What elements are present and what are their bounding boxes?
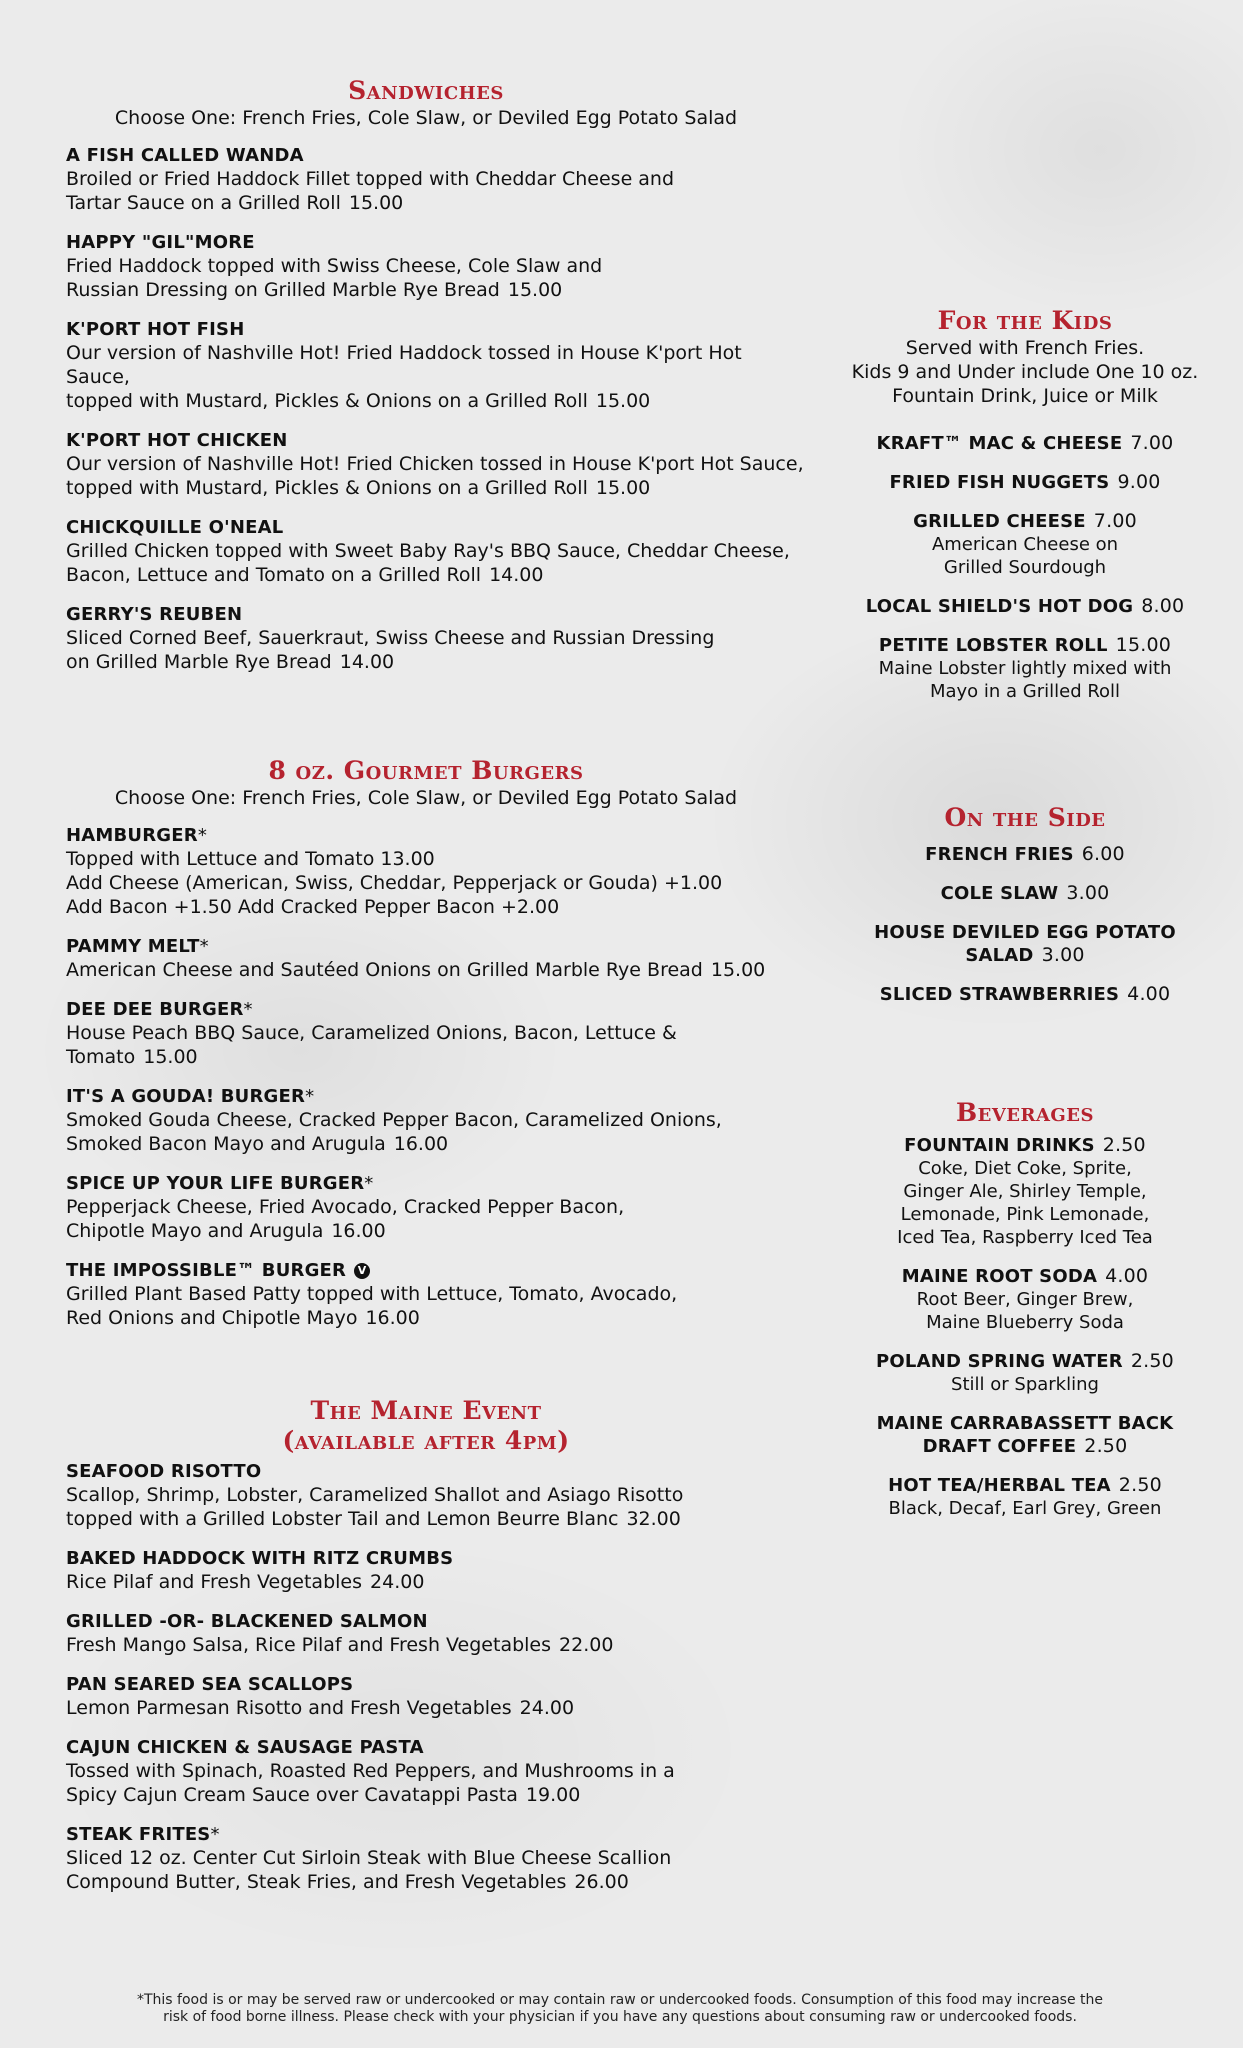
item-price: 3.00: [1041, 944, 1085, 966]
raw-warning-star: *: [210, 1824, 220, 1845]
menu-item: [840, 595, 1210, 618]
item-price: 2.50: [1102, 1134, 1146, 1156]
raw-warning-star: *: [364, 1173, 374, 1194]
menu-item: [840, 1412, 1210, 1458]
item-desc: Tossed with Spinach, Roasted Red Peppers, and Mushrooms in a: [66, 1760, 675, 1782]
item-desc: Spicy Cajun Cream Sauce over Cavatappi Pasta: [66, 1784, 518, 1806]
menu-item: [840, 983, 1210, 1006]
item-name: SPICE UP YOUR LIFE BURGER: [66, 1173, 365, 1194]
item-desc: Fried Haddock topped with Swiss Cheese, Cole Slaw and: [66, 255, 603, 277]
item-name: GERRY'S REUBEN: [66, 604, 243, 625]
item-name: DEE DEE BURGER: [66, 999, 244, 1020]
item-desc: topped with a Grilled Lobster Tail and Lemon Beurre Blanc: [66, 1508, 619, 1530]
item-name: FRIED FISH NUGGETS: [889, 472, 1110, 493]
item-desc: Red Onions and Chipotle Mayo: [66, 1307, 358, 1329]
menu-item: [66, 231, 806, 302]
item-desc: Topped with Lettuce and Tomato 13.00: [66, 848, 435, 870]
menu-item: [66, 1736, 806, 1807]
item-price: 16.00: [365, 1307, 420, 1329]
item-price: 2.50: [1084, 1435, 1128, 1457]
item-desc: Grilled Sourdough: [943, 557, 1107, 578]
vegan-icon: V: [354, 1263, 370, 1279]
menu-item: [66, 1547, 806, 1594]
item-desc: Ginger Ale, Shirley Temple,: [903, 1181, 1147, 1202]
item-name: MAINE CARRABASSETT BACK: [876, 1413, 1174, 1434]
item-name: PAMMY MELT: [66, 936, 200, 957]
item-name: SEAFOOD RISOTTO: [66, 1461, 262, 1482]
item-name: THE IMPOSSIBLE™ BURGER: [66, 1260, 347, 1281]
item-desc: Our version of Nashville Hot! Fried Chicken tossed in House K'port Hot Sauce,: [66, 453, 804, 475]
item-price: 24.00: [519, 1697, 575, 1719]
item-price: 15.00: [348, 192, 404, 214]
menu-item: [840, 921, 1210, 967]
item-desc: Bacon, Lettuce and Tomato on a Grilled Roll: [66, 564, 482, 586]
item-price: 8.00: [1141, 595, 1185, 617]
menu-item: [66, 318, 806, 413]
item-desc: American Cheese and Sautéed Onions on Grilled Marble Rye Bread: [66, 959, 703, 981]
item-desc: Smoked Gouda Cheese, Cracked Pepper Bacon, Caramelized Onions,: [66, 1109, 722, 1131]
item-desc: Our version of Nashville Hot! Fried Haddock tossed in House K'port Hot Sauce,: [66, 342, 742, 388]
disclaimer-line: risk of food borne illness. Please check with your physician if you have any questions about consuming raw or undercooked foods.: [163, 2009, 1077, 2025]
disclaimer-line: *This food is or may be served raw or undercooked or may contain raw or undercooked foods. Consumption of this food may increase the: [136, 1992, 1103, 2008]
menu-item: [840, 1474, 1210, 1520]
raw-food-disclaimer: [80, 1992, 1160, 2026]
item-desc: Tartar Sauce on a Grilled Roll: [66, 192, 341, 214]
raw-warning-star: *: [305, 1086, 315, 1107]
burgers-title: 8 oz. Gourmet Burgers: [268, 756, 584, 785]
item-name: K'PORT HOT FISH: [66, 319, 245, 340]
item-price: 15.00: [1115, 634, 1172, 656]
menu-item: [840, 634, 1210, 703]
menu-item: [840, 843, 1210, 866]
menu-item: [840, 510, 1210, 579]
item-price: 26.00: [574, 1871, 629, 1893]
item-desc: Iced Tea, Raspberry Iced Tea: [897, 1227, 1153, 1248]
item-price: 16.00: [331, 1220, 386, 1242]
raw-warning-star: *: [197, 825, 208, 846]
menu-item: [840, 882, 1210, 905]
item-name: A FISH CALLED WANDA: [66, 145, 304, 166]
item-price: 7.00: [1130, 432, 1174, 454]
item-desc: Broiled or Fried Haddock Fillet topped with Cheddar Cheese and: [66, 168, 675, 190]
item-price: 3.00: [1066, 882, 1110, 904]
item-price: 15.00: [710, 959, 766, 981]
item-desc: Add Cheese (American, Swiss, Cheddar, Pepperjack or Gouda) +1.00: [66, 872, 723, 894]
item-price: 7.00: [1093, 510, 1137, 532]
item-desc: Sliced 12 oz. Center Cut Sirloin Steak with Blue Cheese Scallion: [66, 1847, 672, 1869]
item-desc: Smoked Bacon Mayo and Arugula: [66, 1133, 386, 1155]
item-desc: Scallop, Shrimp, Lobster, Caramelized Shallot and Asiago Risotto: [66, 1484, 684, 1506]
left-column: [66, 76, 806, 1910]
item-name: HAPPY "GIL"MORE: [66, 232, 255, 253]
item-price: 2.50: [1130, 1350, 1174, 1372]
raw-warning-star: *: [243, 999, 253, 1020]
item-desc: Maine Blueberry Soda: [926, 1312, 1124, 1333]
menu-item: [840, 1350, 1210, 1396]
item-desc: Still or Sparkling: [951, 1374, 1099, 1395]
item-price: 15.00: [595, 390, 651, 412]
menu-item: [66, 824, 806, 919]
item-name: GRILLED CHEESE: [913, 511, 1086, 532]
item-desc: Lemonade, Pink Lemonade,: [900, 1204, 1150, 1225]
item-price: 32.00: [626, 1508, 681, 1530]
item-desc: Mayo in a Grilled Roll: [929, 681, 1121, 702]
beverages-title: Beverages: [955, 1098, 1095, 1127]
item-price: 9.00: [1117, 471, 1161, 493]
item-desc: House Peach BBQ Sauce, Caramelized Onions, Bacon, Lettuce & Tomato: [66, 1022, 677, 1068]
menu-item: [66, 1460, 806, 1531]
menu-item: [66, 516, 806, 587]
item-desc: Fresh Mango Salsa, Rice Pilaf and Fresh Vegetables: [66, 1634, 552, 1656]
item-desc: American Cheese on: [931, 534, 1119, 555]
item-name: POLAND SPRING WATER: [876, 1351, 1123, 1372]
menu-item: [66, 935, 806, 982]
item-price: 19.00: [525, 1784, 581, 1806]
maine-subtitle: (available after 4pm): [282, 1426, 570, 1455]
item-name: MAINE ROOT SODA: [901, 1266, 1098, 1287]
right-column: [840, 306, 1210, 1536]
item-name: K'PORT HOT CHICKEN: [66, 430, 288, 451]
item-desc: Chipotle Mayo and Arugula: [66, 1220, 324, 1242]
kids-subtitle: Kids 9 and Under include One 10 oz.: [851, 361, 1199, 383]
burgers-subtitle: Choose One: French Fries, Cole Slaw, or Deviled Egg Potato Salad: [114, 787, 738, 809]
item-name: CHICKQUILLE O'NEAL: [66, 517, 284, 538]
item-price: 15.00: [507, 279, 563, 301]
item-desc: Coke, Diet Coke, Sprite,: [918, 1158, 1132, 1179]
item-price: 6.00: [1081, 843, 1125, 865]
menu-item: [66, 1259, 806, 1330]
item-name: BAKED HADDOCK WITH RITZ CRUMBS: [66, 1548, 454, 1569]
item-desc: topped with Mustard, Pickles & Onions on a Grilled Roll: [66, 477, 588, 499]
item-desc: Maine Lobster lightly mixed with: [878, 658, 1172, 679]
item-name: PETITE LOBSTER ROLL: [878, 635, 1108, 656]
menu-item: [66, 429, 806, 500]
item-desc: topped with Mustard, Pickles & Onions on a Grilled Roll: [66, 390, 588, 412]
menu-item: [66, 1610, 806, 1657]
item-name: HOUSE DEVILED EGG POTATO: [874, 922, 1176, 943]
kids-subtitle: Fountain Drink, Juice or Milk: [892, 385, 1158, 407]
item-price: 15.00: [143, 1046, 198, 1068]
item-name: HAMBURGER: [66, 825, 198, 846]
item-price: 14.00: [339, 651, 395, 673]
item-name: DRAFT COFFEE: [922, 1436, 1077, 1457]
item-name: FOUNTAIN DRINKS: [904, 1135, 1095, 1156]
item-price: 15.00: [595, 477, 651, 499]
item-price: 4.00: [1127, 983, 1171, 1005]
menu-item: [840, 1265, 1210, 1334]
menu-item: [840, 1134, 1210, 1249]
menu-item: [66, 144, 806, 215]
item-name: STEAK FRITES: [66, 1824, 211, 1845]
item-name: SLICED STRAWBERRIES: [879, 984, 1120, 1005]
menu-item: [66, 1085, 806, 1156]
menu-item: [66, 1823, 806, 1894]
item-price: 24.00: [370, 1571, 425, 1593]
item-name: PAN SEARED SEA SCALLOPS: [66, 1674, 354, 1695]
item-desc: Grilled Plant Based Patty topped with Lettuce, Tomato, Avocado,: [66, 1283, 678, 1305]
kids-subtitle: Served with French Fries.: [905, 337, 1145, 359]
menu-item: [66, 998, 806, 1069]
item-desc: Add Bacon +1.50 Add Cracked Pepper Bacon +2.00: [66, 896, 560, 918]
item-price: 14.00: [489, 564, 544, 586]
item-name: HOT TEA/HERBAL TEA: [888, 1475, 1111, 1496]
menu-item: [840, 432, 1210, 455]
item-desc: Pepperjack Cheese, Fried Avocado, Cracked Pepper Bacon,: [66, 1196, 625, 1218]
item-name: IT'S A GOUDA! BURGER: [66, 1086, 306, 1107]
item-name: SALAD: [965, 945, 1034, 966]
item-price: 16.00: [393, 1133, 449, 1155]
item-desc: Root Beer, Ginger Brew,: [916, 1289, 1134, 1310]
item-name: GRILLED -OR- BLACKENED SALMON: [66, 1611, 428, 1632]
item-desc: Russian Dressing on Grilled Marble Rye Bread: [66, 279, 500, 301]
menu-item: [66, 1673, 806, 1720]
item-name: CAJUN CHICKEN & SAUSAGE PASTA: [66, 1737, 424, 1758]
item-name: COLE SLAW: [940, 883, 1059, 904]
item-name: LOCAL SHIELD'S HOT DOG: [865, 596, 1134, 617]
menu-item: [66, 603, 806, 674]
maine-title: The Maine Event: [310, 1396, 542, 1425]
item-price: 4.00: [1105, 1265, 1149, 1287]
item-name: KRAFT™ MAC & CHEESE: [876, 433, 1123, 454]
item-price: 22.00: [559, 1634, 614, 1656]
item-desc: Compound Butter, Steak Fries, and Fresh Vegetables: [66, 1871, 567, 1893]
item-desc: on Grilled Marble Rye Bread: [66, 651, 332, 673]
item-desc: Rice Pilaf and Fresh Vegetables: [66, 1571, 363, 1593]
item-price: 2.50: [1118, 1474, 1162, 1496]
item-desc: Lemon Parmesan Risotto and Fresh Vegetables: [66, 1697, 512, 1719]
side-title: On the Side: [944, 803, 1106, 832]
item-desc: Sliced Corned Beef, Sauerkraut, Swiss Cheese and Russian Dressing: [66, 627, 715, 649]
item-desc: Black, Decaf, Earl Grey, Green: [888, 1498, 1162, 1519]
raw-warning-star: *: [199, 936, 209, 957]
item-desc: Grilled Chicken topped with Sweet Baby Ray's BBQ Sauce, Cheddar Cheese,: [66, 540, 790, 562]
menu-item: [840, 471, 1210, 494]
sandwiches-subtitle: Choose One: French Fries, Cole Slaw, or Deviled Egg Potato Salad: [114, 107, 738, 129]
menu-item: [66, 1172, 806, 1243]
item-name: FRENCH FRIES: [925, 844, 1074, 865]
sandwiches-title: Sandwiches: [348, 76, 504, 105]
kids-title: For the Kids: [937, 306, 1113, 335]
